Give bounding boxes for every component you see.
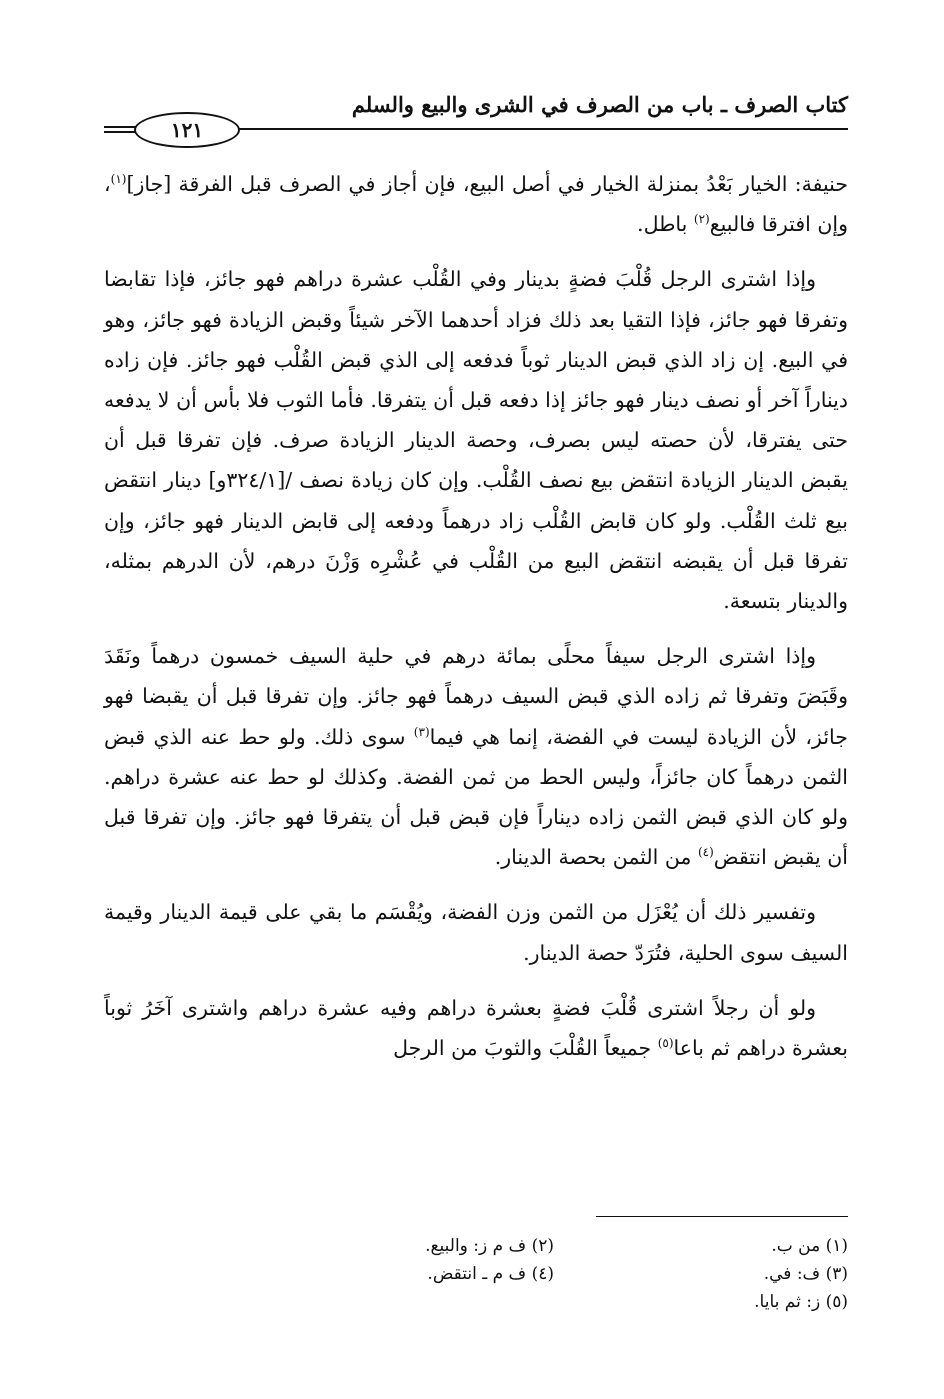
paragraph-5 <box>104 988 848 1068</box>
footnote-separator <box>596 1216 848 1217</box>
footnote-ref-5: (٥) <box>657 1036 674 1051</box>
p1-text-c: باطل. <box>637 212 694 237</box>
p1-text-b: ، وإن افترقا فالبيع <box>104 172 848 237</box>
paragraph-4: وتفسير ذلك أن يُعْزَل من الثمن وزن الفضة، ويُقْسَم ما بقي على قيمة الدينار وقيمة السيف سوى الحلية، فتُرَدّ حصة الدينار. <box>104 900 848 965</box>
page-number: ١٢١ <box>134 112 240 148</box>
footnote-4: (٤) ف م ـ انتقض. <box>427 1264 554 1284</box>
header-rule-left <box>104 126 138 133</box>
footnote-1: (١) من ب. <box>771 1236 848 1256</box>
p1-text-a: حنيفة: الخيار بَعْدُ بمنزلة الخيار في أصل البيع، فإن أجاز في الصرف قبل الفرقة [جاز] <box>126 172 848 196</box>
header-title: كتاب الصرف ـ باب من الصرف في الشرى والبيع والسلم <box>351 92 848 117</box>
footnote-ref-1: (١) <box>110 172 127 187</box>
p5-text-a: ولو أن رجلاً اشترى قُلْبَ فضةٍ بعشرة دراهم وفيه عشرة دراهم واشترى آخَرُ ثوباً بعشرة دراهم ثم باعا <box>104 995 848 1061</box>
p3-text-b: سوى ذلك. ولو حط عنه الذي قبض الثمن درهماً كان جائزاً، وليس الحط من ثمن الفضة. وكذلك لو حط عنه عشرة دراهم. ولو كان الذي قبض الثمن زاده ديناراً فإن قبض قبل أن يتفرقا فهو جائز. وإن تفرقا قبل أن يقبض انتقض <box>104 724 848 870</box>
footnotes <box>260 1232 848 1316</box>
p3-text-a: وإذا اشترى الرجل سيفاً محلًى بمائة درهم في حلية السيف خمسون درهماً ونَقَدَ وقَبَضَ وتفرقا ثم زاده الذي قبض السيف درهماً فهو جائز. وإن تفرقا قبل أن يقبضا فهو جائز، لأن الزيادة ليست في الفضة، إنما هي فيما <box>104 644 848 749</box>
main-text <box>104 164 848 1083</box>
footnote-row <box>260 1232 848 1260</box>
footnote-5: (٥) ز: ثم بايا. <box>754 1292 848 1312</box>
footnote-ref-4: (٤) <box>697 845 714 860</box>
footnote-ref-3: (٣) <box>413 724 430 739</box>
paragraph-3 <box>104 636 848 877</box>
paragraph-1 <box>104 164 848 244</box>
footnote-row <box>260 1260 848 1288</box>
header-rule <box>234 128 848 130</box>
p5-text-b: جميعاً القُلْبَ والثوبَ من الرجل <box>393 1036 658 1061</box>
footnote-2: (٢) ف م ز: والبيع. <box>425 1236 554 1256</box>
paragraph-2: وإذا اشترى الرجل قُلْبَ فضةٍ بدينار وفي القُلْب عشرة دراهم فهو جائز، فإذا تقابضا وتفرقا فهو جائز، فإذا التقيا بعد ذلك فزاد أحدهما الآخر شيئاً وقبض الزيادة فهو جائز، وهو في البيع. إن زاد الذي قبض الدينار ثوباً فدفعه إلى الذي قبض القُلْب فهو جائز. فإن زاده ديناراً آخر أو نصف دينار فهو جائز إذا دفعه قبل أن يتفرقا. فأما الثوب فلا بأس أن لا يدفعه حتى يفترقا، لأن حصته ليس بصرف، وحصة الدينار الزيادة صرف. فإن تفرقا قبل أن يقبض الدينار الزيادة انتقض بيع نصف القُلْب. وإن كان زيادة نصف /[٣٢٤/١و] دينار انتقض بيع ثلث القُلْب. ولو كان قابض القُلْب زاد درهماً ودفعه إلى قابض الدينار فهو جائز، وإن تفرقا قبل أن يقبضه انتقض البيع من القُلْب في عُشْرِه وَزْنَ درهم، لأن الدرهم بمثله، والدينار بتسعة. <box>104 267 848 614</box>
footnote-ref-2: (٢) <box>693 212 710 227</box>
running-header <box>104 92 848 140</box>
footnote-row <box>260 1288 848 1316</box>
footnote-3: (٣) ف: في. <box>763 1264 848 1284</box>
p3-text-c: من الثمن بحصة الدينار. <box>494 845 698 870</box>
